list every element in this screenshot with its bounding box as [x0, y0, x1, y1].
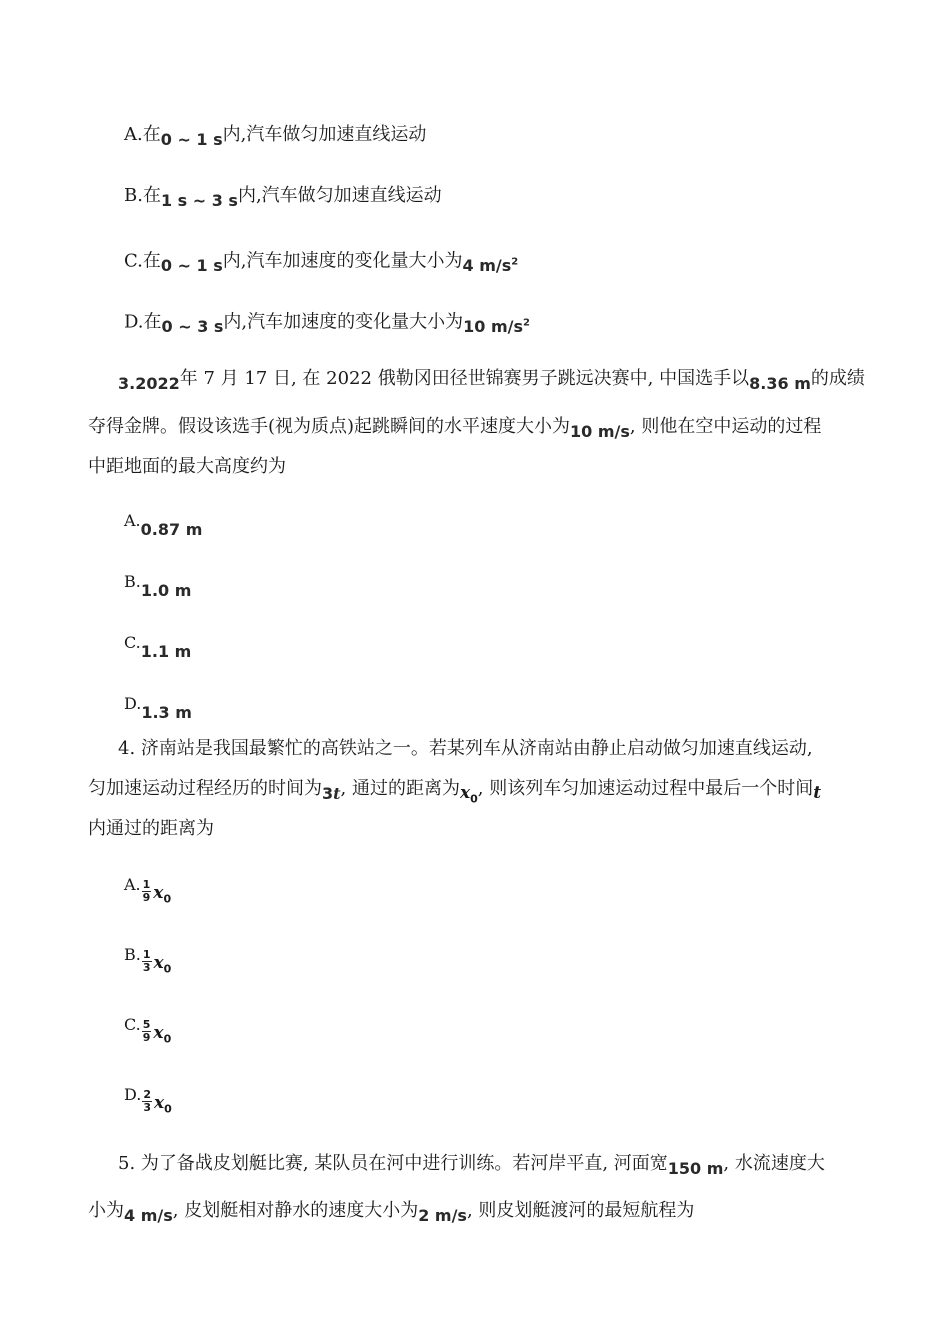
question-text: , 水流速度大 [723, 1153, 825, 1174]
math-interval: 0 ~ 1 s [160, 256, 223, 276]
math-var: t [333, 784, 341, 803]
math-var-letter: x [153, 883, 164, 903]
option-pre: 在 [142, 250, 161, 272]
question-text: , 则他在空中运动的过程 [629, 416, 822, 437]
question-text: 的成绩 [810, 368, 865, 389]
question-text: , 则皮划艇渡河的最短航程为 [466, 1200, 695, 1221]
math-var [153, 1023, 172, 1046]
q4-option-d [124, 1086, 172, 1118]
math-var-letter: x [154, 1093, 165, 1113]
option-value: 1.0 m [140, 581, 192, 600]
math-current-speed: 4 m/s [124, 1206, 173, 1225]
option-label: C. [124, 1015, 141, 1034]
q3-line-3 [88, 454, 286, 480]
q4-line-2 [88, 776, 821, 808]
question-text: , 则该列车匀加速运动过程中最后一个时间 [477, 778, 814, 799]
math-subscript: 0 [163, 892, 172, 906]
math-time-var: t [813, 783, 822, 803]
q3-option-a [124, 512, 202, 538]
question-text: 夺得金牌。假设该选手(视为质点)起跳瞬间的水平速度大小为 [88, 416, 571, 437]
math-exponent: 2 [511, 257, 519, 268]
math-boat-speed: 2 m/s [418, 1206, 467, 1225]
option-pre: 在 [142, 124, 161, 145]
question-text: 内通过的距离为 [88, 818, 214, 839]
denominator: 9 [142, 1030, 151, 1044]
question-text: 5. 为了备战皮划艇比赛, 某队员在河中进行训练。若河岸平直, 河面宽 [118, 1153, 668, 1174]
q4-option-c [124, 1016, 171, 1048]
math-var: x [459, 783, 471, 803]
q3-option-b [124, 573, 191, 599]
math-distance: 8.36 m [749, 374, 811, 393]
math-width: 150 m [667, 1159, 724, 1178]
math-subscript: 0 [470, 792, 478, 806]
q5-line-2 [88, 1198, 694, 1224]
question-text: , 通过的距离为 [340, 778, 460, 799]
q2-option-c [124, 245, 518, 274]
option-value: 1.3 m [141, 703, 192, 722]
math-var [154, 1093, 172, 1116]
q2-option-b [124, 183, 442, 209]
math-acceleration [463, 317, 530, 336]
math-interval: 0 ~ 1 s [160, 130, 223, 149]
math-coef: 3 [322, 784, 334, 803]
option-label: D. [124, 694, 142, 713]
math-subscript: 0 [163, 962, 172, 976]
question-text: , 皮划艇相对静水的速度大小为 [172, 1200, 419, 1221]
denominator: 3 [142, 960, 151, 974]
math-time [322, 784, 341, 803]
fraction [142, 879, 152, 904]
q4-option-a [124, 876, 171, 908]
option-value: 0.87 m [140, 520, 203, 539]
fraction [142, 949, 152, 974]
q4-option-b [124, 946, 171, 978]
math-var [153, 953, 172, 976]
fraction [142, 1089, 152, 1114]
option-label: A. [124, 124, 143, 145]
option-text: 内,汽车加速度的变化量大小为 [222, 250, 463, 272]
question-text: 年 7 月 17 日, 在 2022 俄勒冈田径世锦赛男子跳远决赛中, 中国选手以 [179, 368, 750, 389]
q4-line-3 [88, 816, 214, 842]
math-interval: 0 ~ 3 s [161, 317, 224, 337]
fraction [142, 1019, 152, 1044]
q3-line-1 [118, 366, 865, 392]
question-text: 中距地面的最大高度约为 [88, 456, 286, 477]
option-label: D. [124, 1085, 142, 1104]
denominator: 9 [142, 890, 151, 904]
option-label: C. [124, 633, 141, 652]
option-label: B. [124, 185, 143, 206]
math-var-letter: x [153, 1023, 164, 1043]
q4-line-1 [118, 736, 813, 762]
option-label: B. [124, 572, 141, 591]
option-text: 内,汽车做匀加速直线运动 [237, 185, 442, 206]
q3-option-d [124, 695, 192, 721]
option-label: C. [124, 250, 143, 272]
q3-option-c [124, 634, 191, 660]
question-number: 3.2022 [118, 374, 180, 393]
q2-option-d [124, 306, 530, 335]
option-label: D. [124, 311, 144, 333]
numerator: 5 [142, 1017, 151, 1031]
q5-line-1 [118, 1151, 825, 1177]
math-value: 4 m/s [462, 256, 512, 276]
option-value: 1.1 m [140, 642, 192, 661]
math-value: 10 m/s [463, 317, 524, 337]
math-var-letter: x [153, 953, 164, 973]
numerator: 2 [143, 1087, 151, 1101]
math-distance-var [459, 783, 478, 806]
math-subscript: 0 [163, 1032, 172, 1046]
denominator: 3 [143, 1100, 151, 1114]
option-label: A. [124, 511, 141, 530]
q2-option-a [124, 122, 426, 148]
question-text: 4. 济南站是我国最繁忙的高铁站之一。若某列车从济南站由静止启动做匀加速直线运动, [118, 738, 813, 759]
question-text: 小为 [88, 1200, 124, 1221]
option-label: A. [124, 875, 141, 894]
math-exponent: 2 [523, 318, 530, 329]
option-pre: 在 [142, 185, 161, 206]
option-pre: 在 [143, 311, 162, 333]
q3-line-2 [88, 414, 821, 440]
numerator: 1 [142, 947, 151, 961]
math-speed: 10 m/s [570, 422, 630, 441]
option-text: 内,汽车加速度的变化量大小为 [223, 311, 464, 333]
option-label: B. [124, 945, 141, 964]
math-acceleration [463, 256, 519, 275]
math-interval: 1 s ~ 3 s [160, 191, 238, 210]
math-var [153, 883, 172, 906]
numerator: 1 [142, 877, 151, 891]
math-subscript: 0 [164, 1102, 172, 1116]
question-text: 匀加速运动过程经历的时间为 [88, 778, 322, 799]
option-text: 内,汽车做匀加速直线运动 [222, 124, 427, 145]
